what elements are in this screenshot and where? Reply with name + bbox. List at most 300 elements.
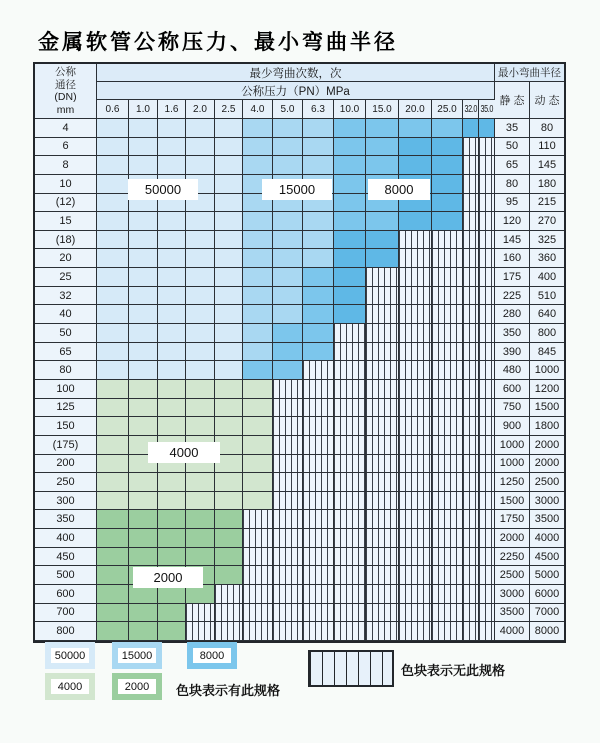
no-spec-cell [432,324,463,343]
legend-chip: 2000 [112,673,162,700]
static-radius-cell: 160 [495,249,530,268]
table-row [35,119,564,138]
spec-cell [243,436,273,455]
spec-cell [273,156,303,175]
no-spec-cell [463,138,479,157]
no-spec-cell [463,268,479,287]
spec-cell [158,231,186,250]
spec-cell [273,249,303,268]
no-spec-cell [303,473,334,492]
spec-cell [215,343,243,362]
no-spec-cell [463,175,479,194]
no-spec-cell [399,268,432,287]
no-spec-cell [303,417,334,436]
no-spec-cell [479,566,495,585]
spec-cell [215,361,243,380]
spec-cell [215,324,243,343]
no-spec-cell [479,138,495,157]
no-spec-cell [366,399,399,418]
no-spec-cell [366,585,399,604]
spec-cell [303,119,334,138]
spec-cell [303,212,334,231]
spec-cell [303,324,334,343]
no-spec-cell [479,305,495,324]
pn-column-header: 6.3 [303,100,334,119]
no-spec-cell [432,455,463,474]
no-spec-cell [243,585,273,604]
spec-cell [158,287,186,306]
spec-cell [186,510,215,529]
legend-no-spec-text: 色块表示无此规格 [401,663,506,678]
no-spec-cell [215,585,243,604]
no-spec-cell [432,287,463,306]
spec-cell [215,231,243,250]
no-spec-cell [432,529,463,548]
table-row [35,343,564,362]
table-header [35,64,564,119]
static-radius-cell: 480 [495,361,530,380]
no-spec-cell [432,473,463,492]
no-spec-cell [432,231,463,250]
no-spec-cell [399,436,432,455]
static-column-header: 静 态 [495,82,530,119]
spec-cell [243,212,273,231]
pn-column-header: 10.0 [334,100,366,119]
no-spec-cell [463,324,479,343]
legend-chip: 15000 [112,642,162,669]
static-radius-cell: 4000 [495,622,530,641]
no-spec-cell [479,231,495,250]
pn-column-header: 35.0 [479,100,495,119]
spec-cell [186,119,215,138]
dn-cell: 50 [35,324,97,343]
pn-column-header: 4.0 [243,100,273,119]
no-spec-cell [399,473,432,492]
spec-cell [186,380,215,399]
spec-cell [432,119,463,138]
dynamic-radius-cell: 800 [530,324,564,343]
radius-label: 最小弯曲半径 [495,64,564,82]
legend-chip: 8000 [187,642,237,669]
no-spec-cell [479,268,495,287]
spec-cell [129,119,158,138]
no-spec-cell [273,380,303,399]
dynamic-radius-cell: 180 [530,175,564,194]
spec-cell [97,585,129,604]
spec-cell [399,212,432,231]
no-spec-cell [399,399,432,418]
no-spec-cell [334,399,366,418]
dynamic-radius-cell: 2500 [530,473,564,492]
no-spec-cell [399,492,432,511]
spec-cell [186,417,215,436]
spec-cell [158,212,186,231]
table-row [35,268,564,287]
spec-cell [129,399,158,418]
pn-label: 公称压力（PN）MPa [97,82,495,100]
no-spec-cell [334,566,366,585]
no-spec-cell [273,399,303,418]
no-spec-cell [399,305,432,324]
spec-cell [129,473,158,492]
spec-cell [215,194,243,213]
no-spec-cell [463,231,479,250]
spec-cell [366,231,399,250]
no-spec-cell [432,604,463,623]
spec-cell [366,156,399,175]
dynamic-radius-cell: 3500 [530,510,564,529]
dynamic-radius-cell: 6000 [530,585,564,604]
table-row [35,622,564,641]
no-spec-cell [215,622,243,641]
no-spec-cell [463,417,479,436]
no-spec-cell [479,324,495,343]
no-spec-cell [479,417,495,436]
static-radius-cell: 120 [495,212,530,231]
spec-cell [243,249,273,268]
static-radius-cell: 280 [495,305,530,324]
spec-cell [97,436,129,455]
spec-cell [215,212,243,231]
spec-cell [129,604,158,623]
spec-cell [243,156,273,175]
spec-cell [215,399,243,418]
no-spec-cell [273,436,303,455]
no-spec-cell [479,622,495,641]
no-spec-cell [334,473,366,492]
spec-cell [129,343,158,362]
spec-cell [129,380,158,399]
spec-cell [186,231,215,250]
pn-column-header: 25.0 [432,100,463,119]
table-row [35,455,564,474]
no-spec-cell [463,380,479,399]
table-row [35,138,564,157]
spec-cell [158,156,186,175]
dynamic-radius-cell: 110 [530,138,564,157]
dn-header-line: (DN) [54,91,77,103]
spec-cell [303,231,334,250]
no-spec-cell [334,622,366,641]
cycle-zone-label: 50000 [128,179,198,200]
no-spec-cell [479,249,495,268]
dn-header-line: 公称 [55,66,76,78]
spec-cell [243,492,273,511]
static-radius-cell: 1750 [495,510,530,529]
spec-cell [334,231,366,250]
pn-column-header: 15.0 [366,100,399,119]
dn-cell: 10 [35,175,97,194]
spec-cell [273,361,303,380]
dynamic-radius-cell: 640 [530,305,564,324]
dn-cell: 40 [35,305,97,324]
no-spec-cell [479,156,495,175]
table-row [35,212,564,231]
table-row [35,604,564,623]
table-row [35,287,564,306]
spec-cell [186,548,215,567]
no-spec-cell [463,455,479,474]
spec-cell [97,622,129,641]
no-spec-cell [243,529,273,548]
spec-cell [303,249,334,268]
spec-cell [273,119,303,138]
table-row [35,510,564,529]
no-spec-cell [334,455,366,474]
spec-cell [158,473,186,492]
dynamic-radius-cell: 1500 [530,399,564,418]
spec-cell [399,138,432,157]
table-row [35,548,564,567]
spec-cell [97,194,129,213]
no-spec-cell [243,548,273,567]
dynamic-radius-cell: 360 [530,249,564,268]
no-spec-cell [479,287,495,306]
spec-cell [129,287,158,306]
static-dynamic-row [495,82,564,119]
spec-cell [186,399,215,418]
spec-cell [334,194,366,213]
no-spec-cell [366,324,399,343]
no-spec-cell [366,473,399,492]
static-radius-cell: 1000 [495,455,530,474]
spec-cell [334,119,366,138]
spec-cell [215,492,243,511]
spec-cell [243,287,273,306]
no-spec-cell [399,361,432,380]
spec-cell [97,175,129,194]
no-spec-cell [399,249,432,268]
no-spec-cell [479,529,495,548]
spec-cell [186,473,215,492]
spec-cell [334,156,366,175]
no-spec-cell [273,455,303,474]
spec-cell [273,231,303,250]
spec-cell [158,249,186,268]
no-spec-cell [243,622,273,641]
table-row [35,380,564,399]
dynamic-radius-cell: 1200 [530,380,564,399]
spec-cell [186,212,215,231]
dynamic-radius-cell: 2000 [530,436,564,455]
no-spec-cell [399,585,432,604]
bend-times-header-group [97,64,495,119]
spec-cell [303,138,334,157]
dn-cell: 20 [35,249,97,268]
no-spec-cell [273,622,303,641]
dn-cell: 700 [35,604,97,623]
spec-cell [158,361,186,380]
no-spec-cell [366,604,399,623]
no-spec-cell [432,305,463,324]
spec-cell [479,119,495,138]
spec-cell [186,156,215,175]
no-spec-cell [366,548,399,567]
spec-cell [463,119,479,138]
no-spec-cell [303,604,334,623]
dynamic-radius-cell: 215 [530,194,564,213]
spec-cell [97,529,129,548]
no-spec-cell [334,417,366,436]
no-spec-cell [432,622,463,641]
pn-column-header: 1.0 [129,100,158,119]
no-spec-cell [463,212,479,231]
dn-cell: 250 [35,473,97,492]
spec-cell [158,268,186,287]
spec-cell [243,473,273,492]
radius-header-group [495,64,564,119]
no-spec-cell [366,492,399,511]
spec-cell [399,119,432,138]
static-radius-cell: 390 [495,343,530,362]
no-spec-cell [366,268,399,287]
no-spec-cell [303,529,334,548]
bend-times-label: 最少弯曲次数，次 [97,64,495,82]
pn-column-header: 2.5 [215,100,243,119]
spec-cell [243,268,273,287]
dynamic-radius-cell: 3000 [530,492,564,511]
dn-cell: 6 [35,138,97,157]
no-spec-cell [399,604,432,623]
spec-cell [273,138,303,157]
static-radius-cell: 900 [495,417,530,436]
spec-cell [243,119,273,138]
spec-cell [243,455,273,474]
static-radius-cell: 80 [495,175,530,194]
spec-cell [97,473,129,492]
cycle-zone-label: 4000 [148,442,220,463]
no-spec-cell [463,287,479,306]
spec-cell [215,249,243,268]
spec-cell [97,548,129,567]
spec-cell [186,361,215,380]
dn-cell: (12) [35,194,97,213]
table-row [35,249,564,268]
no-spec-cell [303,548,334,567]
no-spec-cell [463,194,479,213]
spec-cell [215,287,243,306]
no-spec-cell [463,492,479,511]
no-spec-cell [303,585,334,604]
dynamic-radius-cell: 2000 [530,455,564,474]
spec-cell [366,119,399,138]
spec-cell [97,566,129,585]
spec-cell [129,231,158,250]
no-spec-cell [479,585,495,604]
spec-cell [129,305,158,324]
no-spec-cell [366,510,399,529]
spec-table [33,62,566,643]
dn-cell: 32 [35,287,97,306]
spec-cell [97,380,129,399]
no-spec-cell [463,473,479,492]
spec-cell [273,287,303,306]
spec-cell [432,138,463,157]
spec-cell [97,604,129,623]
dynamic-radius-cell: 5000 [530,566,564,585]
pn-column-header: 5.0 [273,100,303,119]
spec-cell [215,529,243,548]
spec-cell [97,231,129,250]
no-spec-cell [432,249,463,268]
no-spec-cell [463,548,479,567]
spec-cell [97,138,129,157]
spec-cell [303,268,334,287]
spec-cell [158,510,186,529]
no-spec-cell [303,380,334,399]
spec-cell [129,249,158,268]
no-spec-cell [366,455,399,474]
spec-cell [129,510,158,529]
no-spec-cell [479,436,495,455]
legend-chip: 4000 [45,673,95,700]
spec-cell [158,380,186,399]
dn-header-line: 通径 [55,78,76,91]
spec-cell [97,156,129,175]
no-spec-cell [399,548,432,567]
no-spec-cell [399,324,432,343]
cycle-zone-label: 15000 [262,179,332,200]
no-spec-cell [273,548,303,567]
no-spec-cell [463,343,479,362]
dn-cell: 15 [35,212,97,231]
spec-cell [129,324,158,343]
no-spec-cell [479,455,495,474]
spec-cell [158,305,186,324]
no-spec-cell [334,548,366,567]
no-spec-cell [463,529,479,548]
static-radius-cell: 3000 [495,585,530,604]
spec-cell [273,305,303,324]
spec-cell [129,138,158,157]
no-spec-cell [463,399,479,418]
spec-cell [243,231,273,250]
spec-cell [129,361,158,380]
spec-cell [97,417,129,436]
no-spec-cell [273,510,303,529]
table-row [35,399,564,418]
no-spec-cell [463,566,479,585]
pn-column-header: 1.6 [158,100,186,119]
no-spec-cell [366,305,399,324]
dynamic-radius-cell: 845 [530,343,564,362]
dn-cell: 125 [35,399,97,418]
dn-cell: 100 [35,380,97,399]
no-spec-cell [273,417,303,436]
spec-cell [158,343,186,362]
no-spec-cell [366,436,399,455]
spec-cell [243,380,273,399]
no-spec-cell [273,529,303,548]
static-radius-cell: 1250 [495,473,530,492]
table-row [35,156,564,175]
no-spec-cell [303,566,334,585]
no-spec-cell [334,529,366,548]
static-radius-cell: 225 [495,287,530,306]
no-spec-cell [479,212,495,231]
spec-cell [186,324,215,343]
spec-cell [129,548,158,567]
dn-header-line: mm [56,103,75,116]
no-spec-cell [243,604,273,623]
spec-cell [243,399,273,418]
no-spec-cell [243,510,273,529]
page-title: 金属软管公称压力、最小弯曲半径 [38,29,398,54]
no-spec-cell [479,175,495,194]
cycle-zone-label: 8000 [368,179,430,200]
no-spec-cell [399,455,432,474]
no-spec-cell [366,622,399,641]
